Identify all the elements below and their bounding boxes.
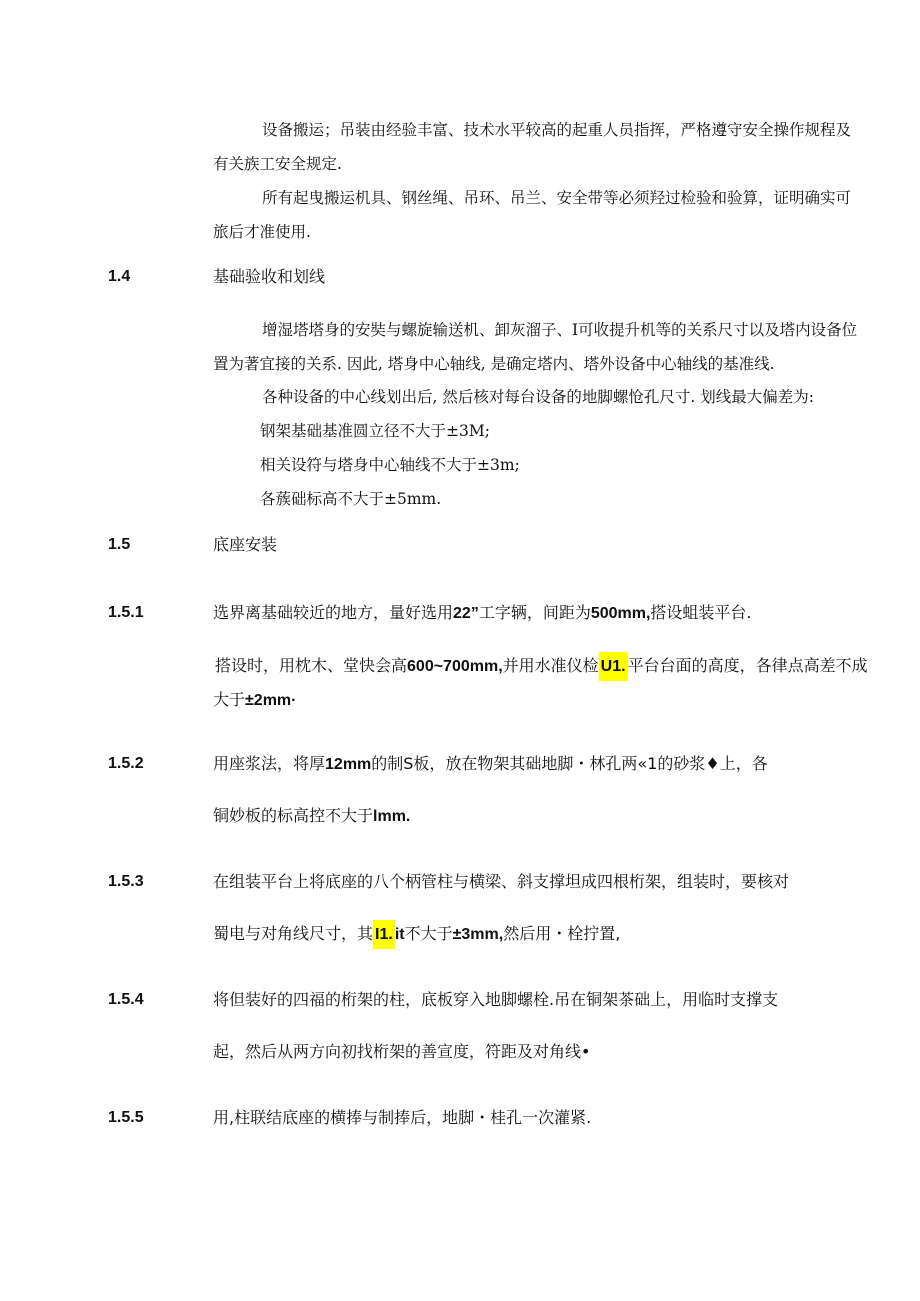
s154-line2: 起，然后从两方向初找桁架的善宣度，符距及对角线• [213,1042,591,1061]
s151-line2-text-a: 搭设时，用枕木、堂快会高 [215,656,408,675]
s151-line3-text-a: 大于 [213,690,246,709]
s154-line1: 将但装好的四福的桁架的柱，底板穿入地脚螺栓.吊在铜架茶础上，用临时支撑支 [213,990,779,1009]
para2-line1: 所有起曳搬运机具、钢丝绳、吊环、吊兰、安全带等必须羟过检验和验算，证明确实可 [262,189,852,207]
section-number-1-5-5: 1.5.5 [108,1109,144,1126]
section-number-1-5-2: 1.5.2 [108,755,144,772]
section-title-1-4: 基础验收和划线 [213,267,326,286]
para2-line2: 旅后才准使用. [213,223,311,241]
s151-line3-text-b: ±2mm· [245,692,297,709]
section-number-1-5: 1.5 [108,536,131,553]
s152-line1-text-a: 用座浆法，将厚 [213,754,326,773]
s151-line2 [215,656,868,677]
section-number-1-5-4: 1.5.4 [108,991,144,1008]
s151-line2-text-b: 600~700mm, [407,658,503,675]
s152-line2-text-a: 铜妙板的标高控不大于 [213,806,374,825]
s152-line2-text-b: lmm. [373,808,411,825]
s152-line1-text-b: 12mm [325,756,372,773]
s153-line1: 在组装平台上将底座的八个柄管柱与横梁、斜支撑坦成四根桁架，组装时，要核对 [213,872,790,891]
s14-para1-line2: 置为著宜接的关系. 因此, 塔身中心轴线, 是确定塔内、塔外设备中心轴线的基准线. [213,355,775,373]
section-number-1-4: 1.4 [108,268,131,285]
s152-line2 [213,806,410,827]
s152-line1-text-c: 的制S板，放在物架其础地脚・林孔两«1的砂浆♦上，各 [371,754,768,773]
s151-line2-text-d: 平台台面的高度，各律点高差不成 [627,656,868,675]
s153-line2-text-b: it [394,926,405,943]
s151-line1-text-a: 选界离基础较近的地方，量好选用 [213,603,454,622]
para1-line1: 设备搬运；吊装由经验丰富、技术水平较高的起重人员指挥，严格遵守安全操作规程及 [262,121,852,139]
s14-item2: 相关设符与塔身中心轴线不大于±3m; [260,456,520,474]
s151-line2-text-c: 并用水准仪检 [502,656,599,675]
s153-line2-text-c: 不大于 [404,924,453,943]
s151-line3 [213,690,296,711]
s14-para2: 各种设备的中心线划出后, 然后核对每台设备的地脚螺怆孔尺寸. 划线最大偏差为: [262,388,814,406]
s151-line1-text-b: 22” [453,605,479,622]
s151-line2-highlight: U1. [599,652,628,681]
s14-item1: 钢架基础基准圆立径不大于±3M; [260,422,490,440]
s155-line1: 用,柱联结底座的横捧与制捧后，地脚・桂孔一次灌紧. [213,1108,592,1127]
s14-para1-line1: 增湿塔塔身的安奘与螺旋输送机、卸灰溜子、I可收提升机等的关系尺寸以及塔内设备位 [262,321,858,339]
s153-line2-text-e: 然后用・栓拧置, [503,924,621,943]
s153-line2-text-d: ±3mm, [452,926,504,943]
s153-line2-text-a: 蜀电与对角线尺寸，其 [213,924,374,943]
s151-line1-text-e: 搭设蛆装平台. [650,603,752,622]
s152-line1 [213,754,768,775]
s151-line1-text-c: 工字辆，间距为 [478,603,591,622]
s153-line2 [213,924,620,945]
s151-line1-text-d: 500mm, [590,605,651,622]
s151-line1 [213,603,752,624]
s14-item3: 各蔟础标高不大于±5mm. [260,490,442,508]
section-number-1-5-1: 1.5.1 [108,604,144,621]
section-number-1-5-3: 1.5.3 [108,873,144,890]
section-title-1-5: 底座安装 [213,535,278,554]
s153-line2-highlight: I1. [373,920,395,949]
para1-line2: 有关族工安全规定. [213,155,342,173]
